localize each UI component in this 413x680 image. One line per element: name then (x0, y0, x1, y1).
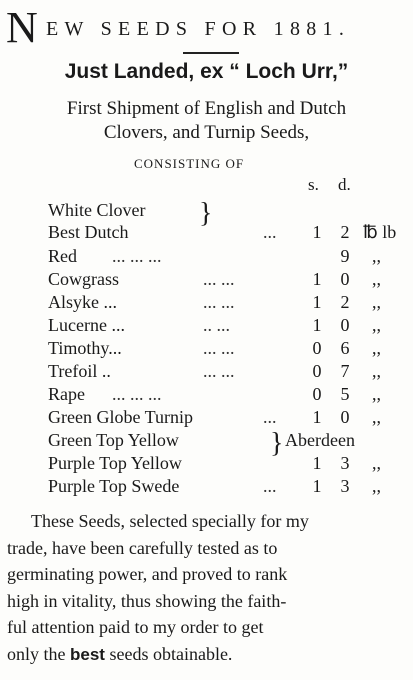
paragraph-line: These Seeds, selected specially for my (31, 511, 309, 531)
paragraph-line: trade, have been carefully tested as to (7, 537, 278, 558)
headline-text: EW SEEDS FOR 1881. (46, 18, 351, 40)
item-shillings: 1 (312, 407, 322, 427)
headline (6, 3, 410, 52)
item-name: Timothy... (48, 338, 122, 358)
item-name: Red (48, 246, 77, 266)
list-item (0, 407, 413, 430)
item-pence: 0 (340, 407, 350, 427)
item-unit: ,, (372, 476, 381, 496)
list-item (0, 315, 413, 338)
item-dots: ... ... (203, 338, 235, 358)
item-name: Green Top Yellow (48, 430, 179, 450)
item-pence: 6 (340, 338, 350, 358)
paragraph-line: germinating power, and proved to rank (7, 564, 288, 584)
item-dots: ... ... (203, 292, 235, 312)
item-dots: ... (263, 222, 277, 242)
item-pence: 2 (340, 292, 350, 312)
list-item (0, 361, 413, 384)
list-item (0, 453, 413, 476)
item-dots: ... (263, 476, 277, 496)
shipment-line-2: Clovers, and Turnip Seeds, (103, 122, 310, 143)
item-dots: ... ... ... (112, 246, 162, 266)
item-name: Lucerne ... (48, 315, 125, 335)
shipment-line-1: First Shipment of English and Dutch (66, 98, 347, 119)
list-item (0, 338, 413, 361)
subheadline-landed: Just Landed, ex “ Loch Urr,” (64, 60, 349, 83)
item-unit: ,, (372, 292, 381, 312)
item-name: Cowgrass (48, 269, 119, 289)
item-pence: 3 (340, 453, 350, 473)
item-name: Alsyke ... (48, 292, 117, 312)
paragraph-line (7, 641, 411, 669)
consisting-of-label: CONSISTING OF (134, 156, 245, 171)
item-shillings: 0 (312, 361, 322, 381)
paragraph-line: high in vitality, thus showing the faith- (7, 590, 287, 611)
item-name: Purple Top Swede (48, 476, 180, 496)
item-pence: 3 (340, 476, 350, 496)
item-unit: ℔ lb (363, 222, 397, 242)
item-pence: 7 (340, 361, 350, 381)
item-name: Green Globe Turnip (48, 407, 193, 427)
headline-dropcap: N (6, 3, 38, 52)
item-pence: 9 (340, 246, 350, 266)
item-shillings: 1 (312, 453, 322, 473)
item-shillings: 0 (312, 384, 322, 404)
item-unit: ,, (372, 453, 381, 473)
item-name: Trefoil .. (48, 361, 111, 381)
item-name: White Clover (48, 200, 146, 220)
item-pence: 0 (340, 269, 350, 289)
item-shillings: 1 (312, 222, 322, 242)
paragraph-text: seeds obtainable. (109, 643, 233, 664)
column-pence: d. (338, 175, 351, 194)
divider-rule (183, 52, 239, 54)
item-dots: ... (263, 407, 277, 427)
item-unit: ,, (372, 269, 381, 289)
item-name: Best Dutch (48, 222, 129, 242)
item-pence: 2 (340, 222, 350, 242)
item-unit: ,, (372, 384, 381, 404)
item-dots: .. ... (203, 315, 230, 335)
item-unit: ,, (372, 338, 381, 358)
item-unit: ,, (372, 361, 381, 381)
item-shillings: 0 (312, 338, 322, 358)
closing-paragraph (7, 508, 411, 668)
list-item (0, 222, 413, 245)
emphasis-best: best (70, 644, 105, 664)
item-pence: 5 (340, 384, 350, 404)
item-unit: ,, (372, 246, 381, 266)
paragraph-line: ful attention paid to my order to get (7, 617, 264, 637)
item-shillings: 1 (312, 292, 322, 312)
item-unit: ,, (372, 407, 381, 427)
item-dots: ... ... (203, 361, 235, 381)
item-dots: ... ... (203, 269, 235, 289)
item-dots: ... ... ... (112, 384, 162, 404)
list-item (0, 269, 413, 292)
item-unit: ,, (372, 315, 381, 335)
list-item (0, 384, 413, 407)
paragraph-text: only the (7, 643, 66, 664)
item-shillings: 1 (312, 269, 322, 289)
list-item (0, 246, 413, 269)
item-shillings: 1 (312, 476, 322, 496)
item-name: Purple Top Yellow (48, 453, 182, 473)
item-shillings: 1 (312, 315, 322, 335)
column-shillings: s. (308, 175, 319, 194)
aberdeen-label: Aberdeen (285, 430, 355, 450)
brace: } (270, 428, 284, 459)
list-item (0, 292, 413, 315)
item-pence: 0 (340, 315, 350, 335)
list-item (0, 476, 413, 499)
item-name: Rape (48, 384, 85, 404)
list-item (0, 430, 413, 453)
brace: } (199, 198, 213, 229)
